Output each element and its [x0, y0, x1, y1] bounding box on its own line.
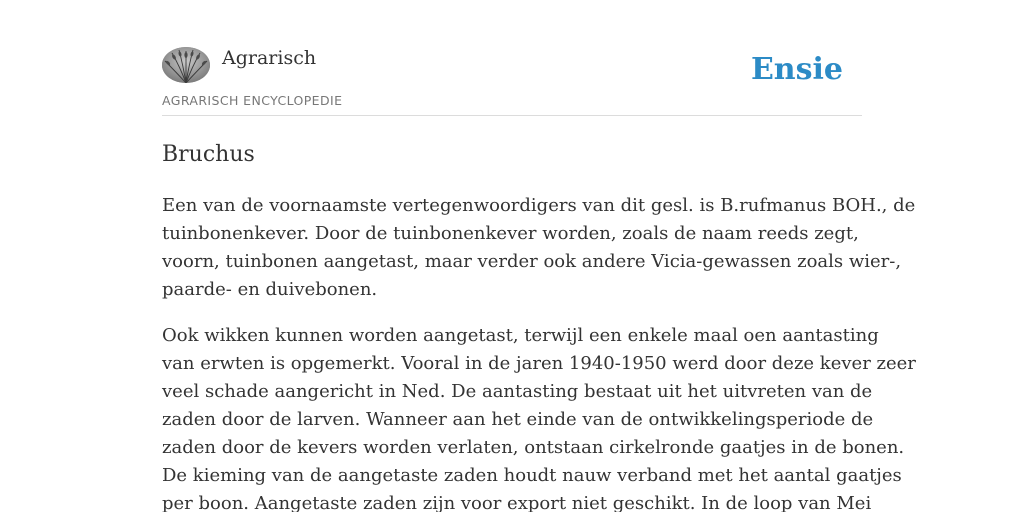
text-line: tuinbonenkever. Door de tuinbonenkever worden, zoals de naam reeds zegt,: [162, 223, 859, 244]
text-line: van erwten is opgemerkt. Vooral in de jaren 1940-1950 werd door deze kever zeer: [162, 353, 916, 374]
text-line: per boon. Aangetaste zaden zijn voor export niet geschikt. In de loop van Mei: [162, 493, 872, 512]
site-name[interactable]: Agrarisch: [222, 47, 317, 69]
paragraph-1: [162, 192, 916, 304]
text-line: voorn, tuinbonen aangetast, maar verder ook andere Vicia-gewassen zoals wier-,: [162, 251, 902, 272]
text-line: zaden door de larven. Wanneer aan het einde van de ontwikkelingsperiode de: [162, 409, 874, 430]
paragraph-2: [162, 322, 916, 512]
text-line: paarde- en duivebonen.: [162, 279, 378, 300]
article-body: [162, 192, 916, 512]
text-line: Ook wikken kunnen worden aangetast, terwijl een enkele maal oen aantasting: [162, 325, 879, 346]
article-title: Bruchus: [162, 142, 255, 167]
text-line: zaden door de kevers worden verlaten, ontstaan cirkelronde gaatjes in de bonen.: [162, 437, 905, 458]
text-line: Een van de voornaamste vertegenwoordigers van dit gesl. is B.rufmanus BOH., de: [162, 195, 916, 216]
text-line: De kieming van de aangetaste zaden houdt nauw verband met het aantal gaatjes: [162, 465, 902, 486]
site-header: [162, 0, 862, 116]
wheat-logo-icon[interactable]: [162, 47, 210, 83]
text-line: veel schade aangericht in Ned. De aantasting bestaat uit het uitvreten van de: [162, 381, 873, 402]
site-subtitle: AGRARISCH ENCYCLOPEDIE: [162, 93, 343, 108]
brand-logo[interactable]: Ensie: [750, 52, 843, 87]
